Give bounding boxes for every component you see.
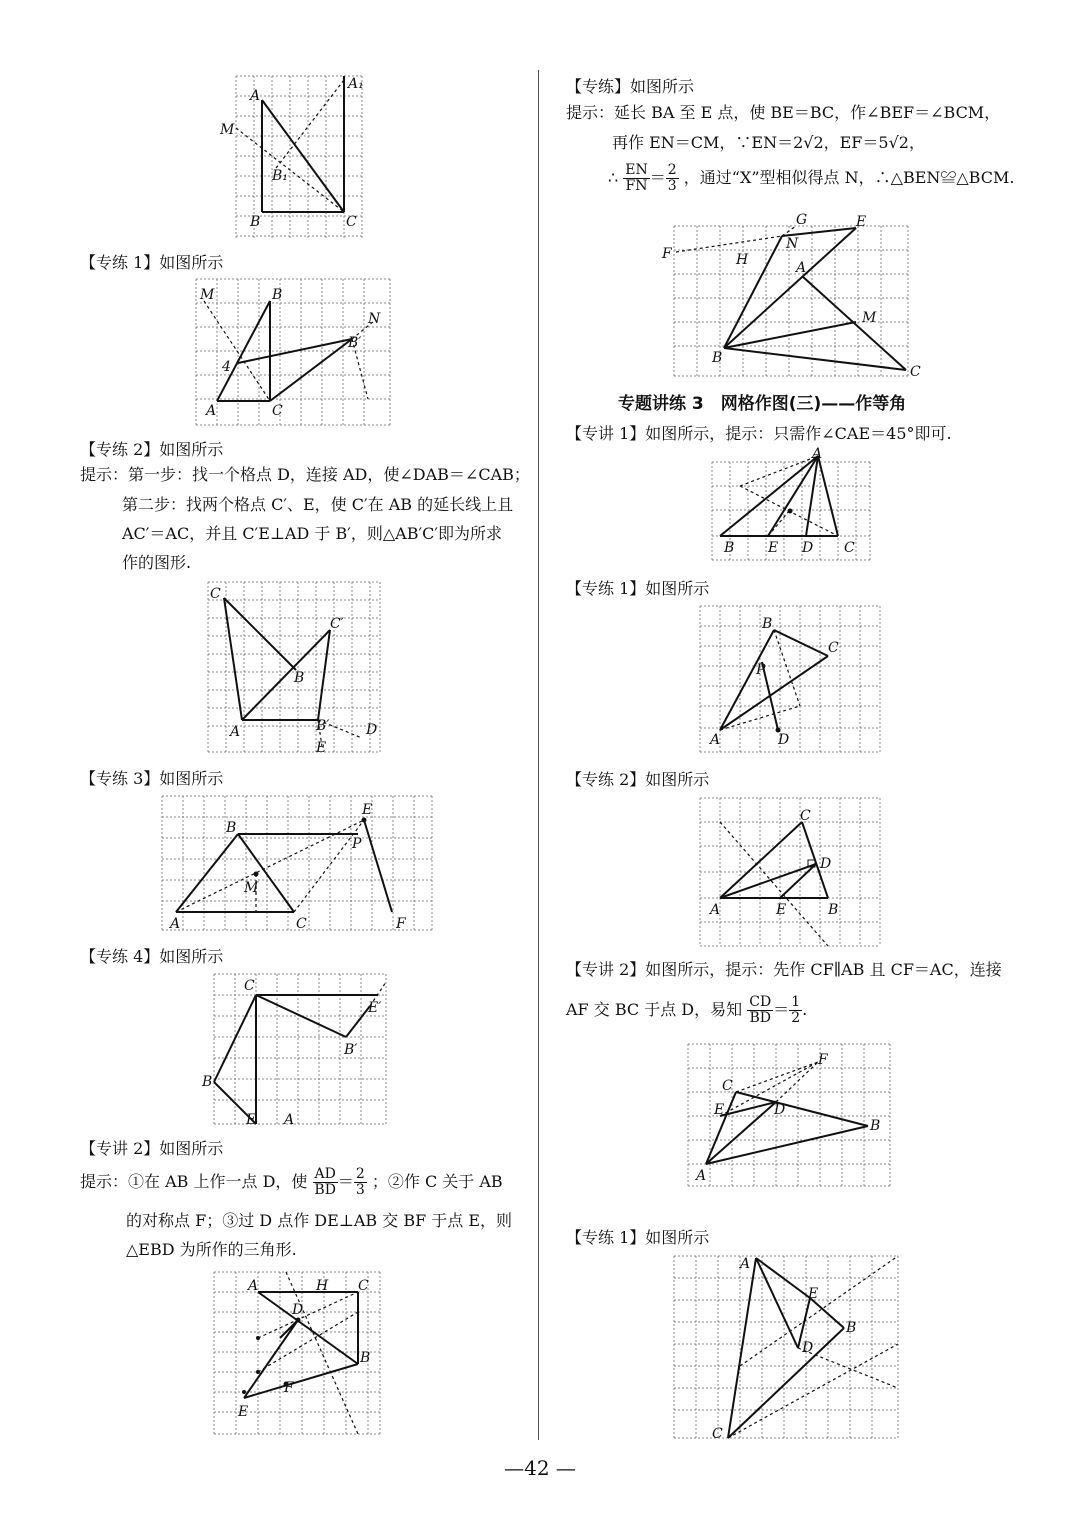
- fraction-denominator: 3: [355, 1182, 365, 1198]
- fig1-label: M: [200, 287, 215, 303]
- hint-line: 第二步：找两个格点 C′、E，使 C′在 AB 的延长线上且: [122, 495, 514, 514]
- fig5-label: F: [284, 1380, 294, 1396]
- figure-grid-r3: [696, 794, 884, 950]
- fig1-label: B: [272, 287, 283, 303]
- fig5-label: H: [316, 1278, 329, 1294]
- problem-title: 【专练 1】如图所示: [566, 579, 710, 598]
- fig-r4-label: D: [774, 1102, 786, 1118]
- fig5-label: A: [248, 1278, 259, 1294]
- fraction-ad-bd: [313, 1167, 338, 1198]
- figure-grid-r0: [656, 210, 926, 382]
- problem-title: 【专讲 1】如图所示，提示：只需作∠CAE＝45°即可.: [566, 424, 952, 443]
- fig2-label: E: [316, 740, 327, 756]
- hint-line: 提示：第一步：找一个格点 D，连接 AD，使∠DAB＝∠CAB；: [80, 465, 530, 484]
- fraction-en-fn: [623, 163, 649, 194]
- fraction-denominator: BD: [749, 1010, 771, 1026]
- hint-line: 【专讲 2】如图所示，提示：先作 CF∥AB 且 CF＝AC，连接: [566, 960, 1002, 979]
- fig0-label: A: [250, 88, 261, 104]
- problem-title: 【专练 4】如图所示: [80, 947, 224, 966]
- fig-r1-label: B: [724, 540, 735, 556]
- fraction-denominator: 2: [791, 1010, 801, 1026]
- fraction-2-3: [354, 1167, 367, 1198]
- fraction-denominator: FN: [625, 178, 648, 194]
- figure-grid-r5: [670, 1252, 902, 1444]
- hint-line: AC′＝AC，并且 C′E⊥AD 于 B′，则△AB′C′即为所求: [122, 524, 502, 543]
- fig3-label: M: [244, 880, 259, 896]
- figure-grid-r4: [684, 1040, 894, 1190]
- figure-grid-r1: [706, 444, 876, 564]
- hint-line: 提示：延长 BA 至 E 点，使 BE＝BC，作∠BEF＝∠BCM，: [566, 103, 1001, 122]
- hint-line: [608, 163, 1014, 194]
- problem-title: 【专练 2】如图所示: [566, 770, 710, 789]
- figure-grid-r2: [696, 602, 884, 757]
- fig-r5-label: C: [712, 1426, 723, 1442]
- fraction-numerator: 2: [355, 1166, 365, 1182]
- fig2-label: B: [294, 670, 305, 686]
- fig-r1-label: D: [802, 540, 814, 556]
- fig2-label: A: [230, 724, 241, 740]
- fig1-label: C: [272, 403, 283, 419]
- fig4-label: C: [244, 978, 255, 994]
- fig-r2-label: P: [756, 662, 766, 678]
- fig-r3-label: B: [828, 902, 839, 918]
- fraction-1-2: [789, 995, 802, 1026]
- fig-r4-label: E: [714, 1102, 725, 1118]
- fraction-cd-bd: [747, 995, 773, 1026]
- fig0-label: C: [346, 214, 357, 230]
- hint-text: 提示：①在 AB 上作一点 D，使: [80, 1172, 308, 1191]
- problem-title: 【专练 1】如图所示: [80, 253, 224, 272]
- fig-r5-label: A: [740, 1256, 751, 1272]
- fig3-label: P: [352, 836, 362, 852]
- fig1-label: A: [206, 403, 217, 419]
- figure-grid-2: [200, 578, 385, 756]
- fig-r0-label: M: [862, 310, 877, 326]
- fig4-label: B′: [344, 1042, 358, 1058]
- fig1-label: B′: [348, 335, 362, 351]
- problem-title: 【专练 1】如图所示: [566, 1228, 710, 1247]
- fig5-label: B: [360, 1350, 371, 1366]
- fig-r5-label: B: [846, 1320, 857, 1336]
- equals-sign: ＝: [649, 168, 666, 187]
- hint-line: △EBD 为所作的三角形.: [126, 1240, 297, 1259]
- fraction-2-3: [666, 163, 679, 194]
- figure-grid-3: [158, 792, 436, 934]
- fig-r4-label: A: [696, 1168, 707, 1184]
- fraction-denominator: BD: [314, 1182, 336, 1198]
- fig0-label: B₁: [272, 168, 288, 184]
- hint-line: 再作 EN＝CM，∵EN＝2√2，EF＝5√2，: [612, 133, 925, 152]
- fig0-label: M: [220, 122, 235, 138]
- fig-r0-label: N: [786, 236, 799, 252]
- fig0-label: A₁: [348, 76, 364, 92]
- fraction-numerator: AD: [314, 1166, 336, 1182]
- section-title: 专题讲练 3 网格作图(三)——作等角: [618, 394, 907, 414]
- fig-r5-label: E: [808, 1286, 819, 1302]
- problem-title: 【专讲 2】如图所示: [80, 1139, 224, 1158]
- fig-r4-label: C: [722, 1078, 733, 1094]
- fig3-label: C: [296, 916, 307, 932]
- fraction-numerator: 1: [791, 994, 801, 1010]
- fig-r0-label: G: [796, 212, 808, 228]
- fig-r3-label: D: [820, 856, 832, 872]
- equals-sign: ＝: [773, 1000, 790, 1019]
- fig5-label: E: [238, 1404, 249, 1420]
- fig1-label: N: [368, 311, 381, 327]
- fig-r1-label: A: [812, 446, 823, 462]
- problem-title: 【专练 3】如图所示: [80, 769, 224, 788]
- fig-r0-label: C: [910, 364, 921, 380]
- fig0-label: B: [250, 214, 261, 230]
- fig3-label: B: [226, 820, 237, 836]
- fig4-label: E′: [368, 1000, 382, 1016]
- equals-sign: ＝: [337, 1172, 354, 1191]
- fraction-numerator: 2: [667, 162, 677, 178]
- hint-text: ；②作 C 关于 AB: [371, 1172, 503, 1191]
- fig-r2-label: C: [828, 640, 839, 656]
- fig-r3-label: A: [710, 902, 721, 918]
- fig-r4-label: B: [870, 1118, 881, 1134]
- page-number: —42 —: [504, 1456, 576, 1480]
- fig3-label: F: [396, 916, 406, 932]
- fig-r0-label: F: [662, 246, 672, 262]
- problem-title: 【专练】如图所示: [566, 77, 695, 96]
- fig-r1-label: E: [768, 540, 779, 556]
- figure-grid-5: [210, 1268, 385, 1440]
- fig-r0-label: A: [796, 260, 807, 276]
- fig-r2-label: D: [778, 732, 790, 748]
- fig-r0-label: B: [712, 350, 723, 366]
- fig4-label: A: [284, 1112, 295, 1128]
- fraction-denominator: 3: [667, 178, 677, 194]
- hint-line: [80, 1167, 503, 1198]
- fig5-label: D: [292, 1302, 304, 1318]
- fig4-label: E: [246, 1112, 257, 1128]
- fig-r1-label: C: [844, 540, 855, 556]
- fig5-label: C: [358, 1278, 369, 1294]
- fig-r5-label: D: [802, 1340, 814, 1356]
- fig4-label: B: [202, 1074, 213, 1090]
- fig-r0-label: H: [736, 252, 749, 268]
- fig1-label: 4: [222, 359, 231, 375]
- hint-text: ，通过“X”型相似得点 N，∴△BEN≌△BCM.: [683, 168, 1015, 187]
- problem-title: 【专练 2】如图所示: [80, 440, 224, 459]
- fig-r4-label: F: [818, 1052, 828, 1068]
- column-divider: [538, 70, 539, 1440]
- fig2-label: B′: [316, 718, 330, 734]
- fig2-label: C: [210, 586, 221, 602]
- fig-r3-label: C: [800, 808, 811, 824]
- fig2-label: C′: [330, 616, 344, 632]
- hint-line: 的对称点 F；③过 D 点作 DE⊥AB 交 BF 于点 E，则: [126, 1211, 513, 1230]
- fig2-label: D: [366, 722, 378, 738]
- fraction-numerator: EN: [625, 162, 648, 178]
- figure-grid-4: [200, 970, 390, 1128]
- fraction-numerator: CD: [749, 994, 772, 1010]
- fig-r0-label: E: [856, 214, 867, 230]
- fig-r2-label: B: [762, 616, 773, 632]
- fig-r3-label: E: [776, 902, 787, 918]
- hint-text: .: [802, 1000, 808, 1019]
- hint-line: 作的图形.: [122, 553, 192, 572]
- hint-line: [566, 995, 807, 1026]
- fig3-label: A: [170, 916, 181, 932]
- fig-r2-label: A: [710, 732, 721, 748]
- hint-text: ∴: [608, 168, 619, 187]
- figure-grid-0: [210, 70, 375, 245]
- fig3-label: E: [362, 802, 373, 818]
- figure-grid-1: [190, 275, 395, 430]
- hint-text: AF 交 BC 于点 D，易知: [566, 1000, 743, 1019]
